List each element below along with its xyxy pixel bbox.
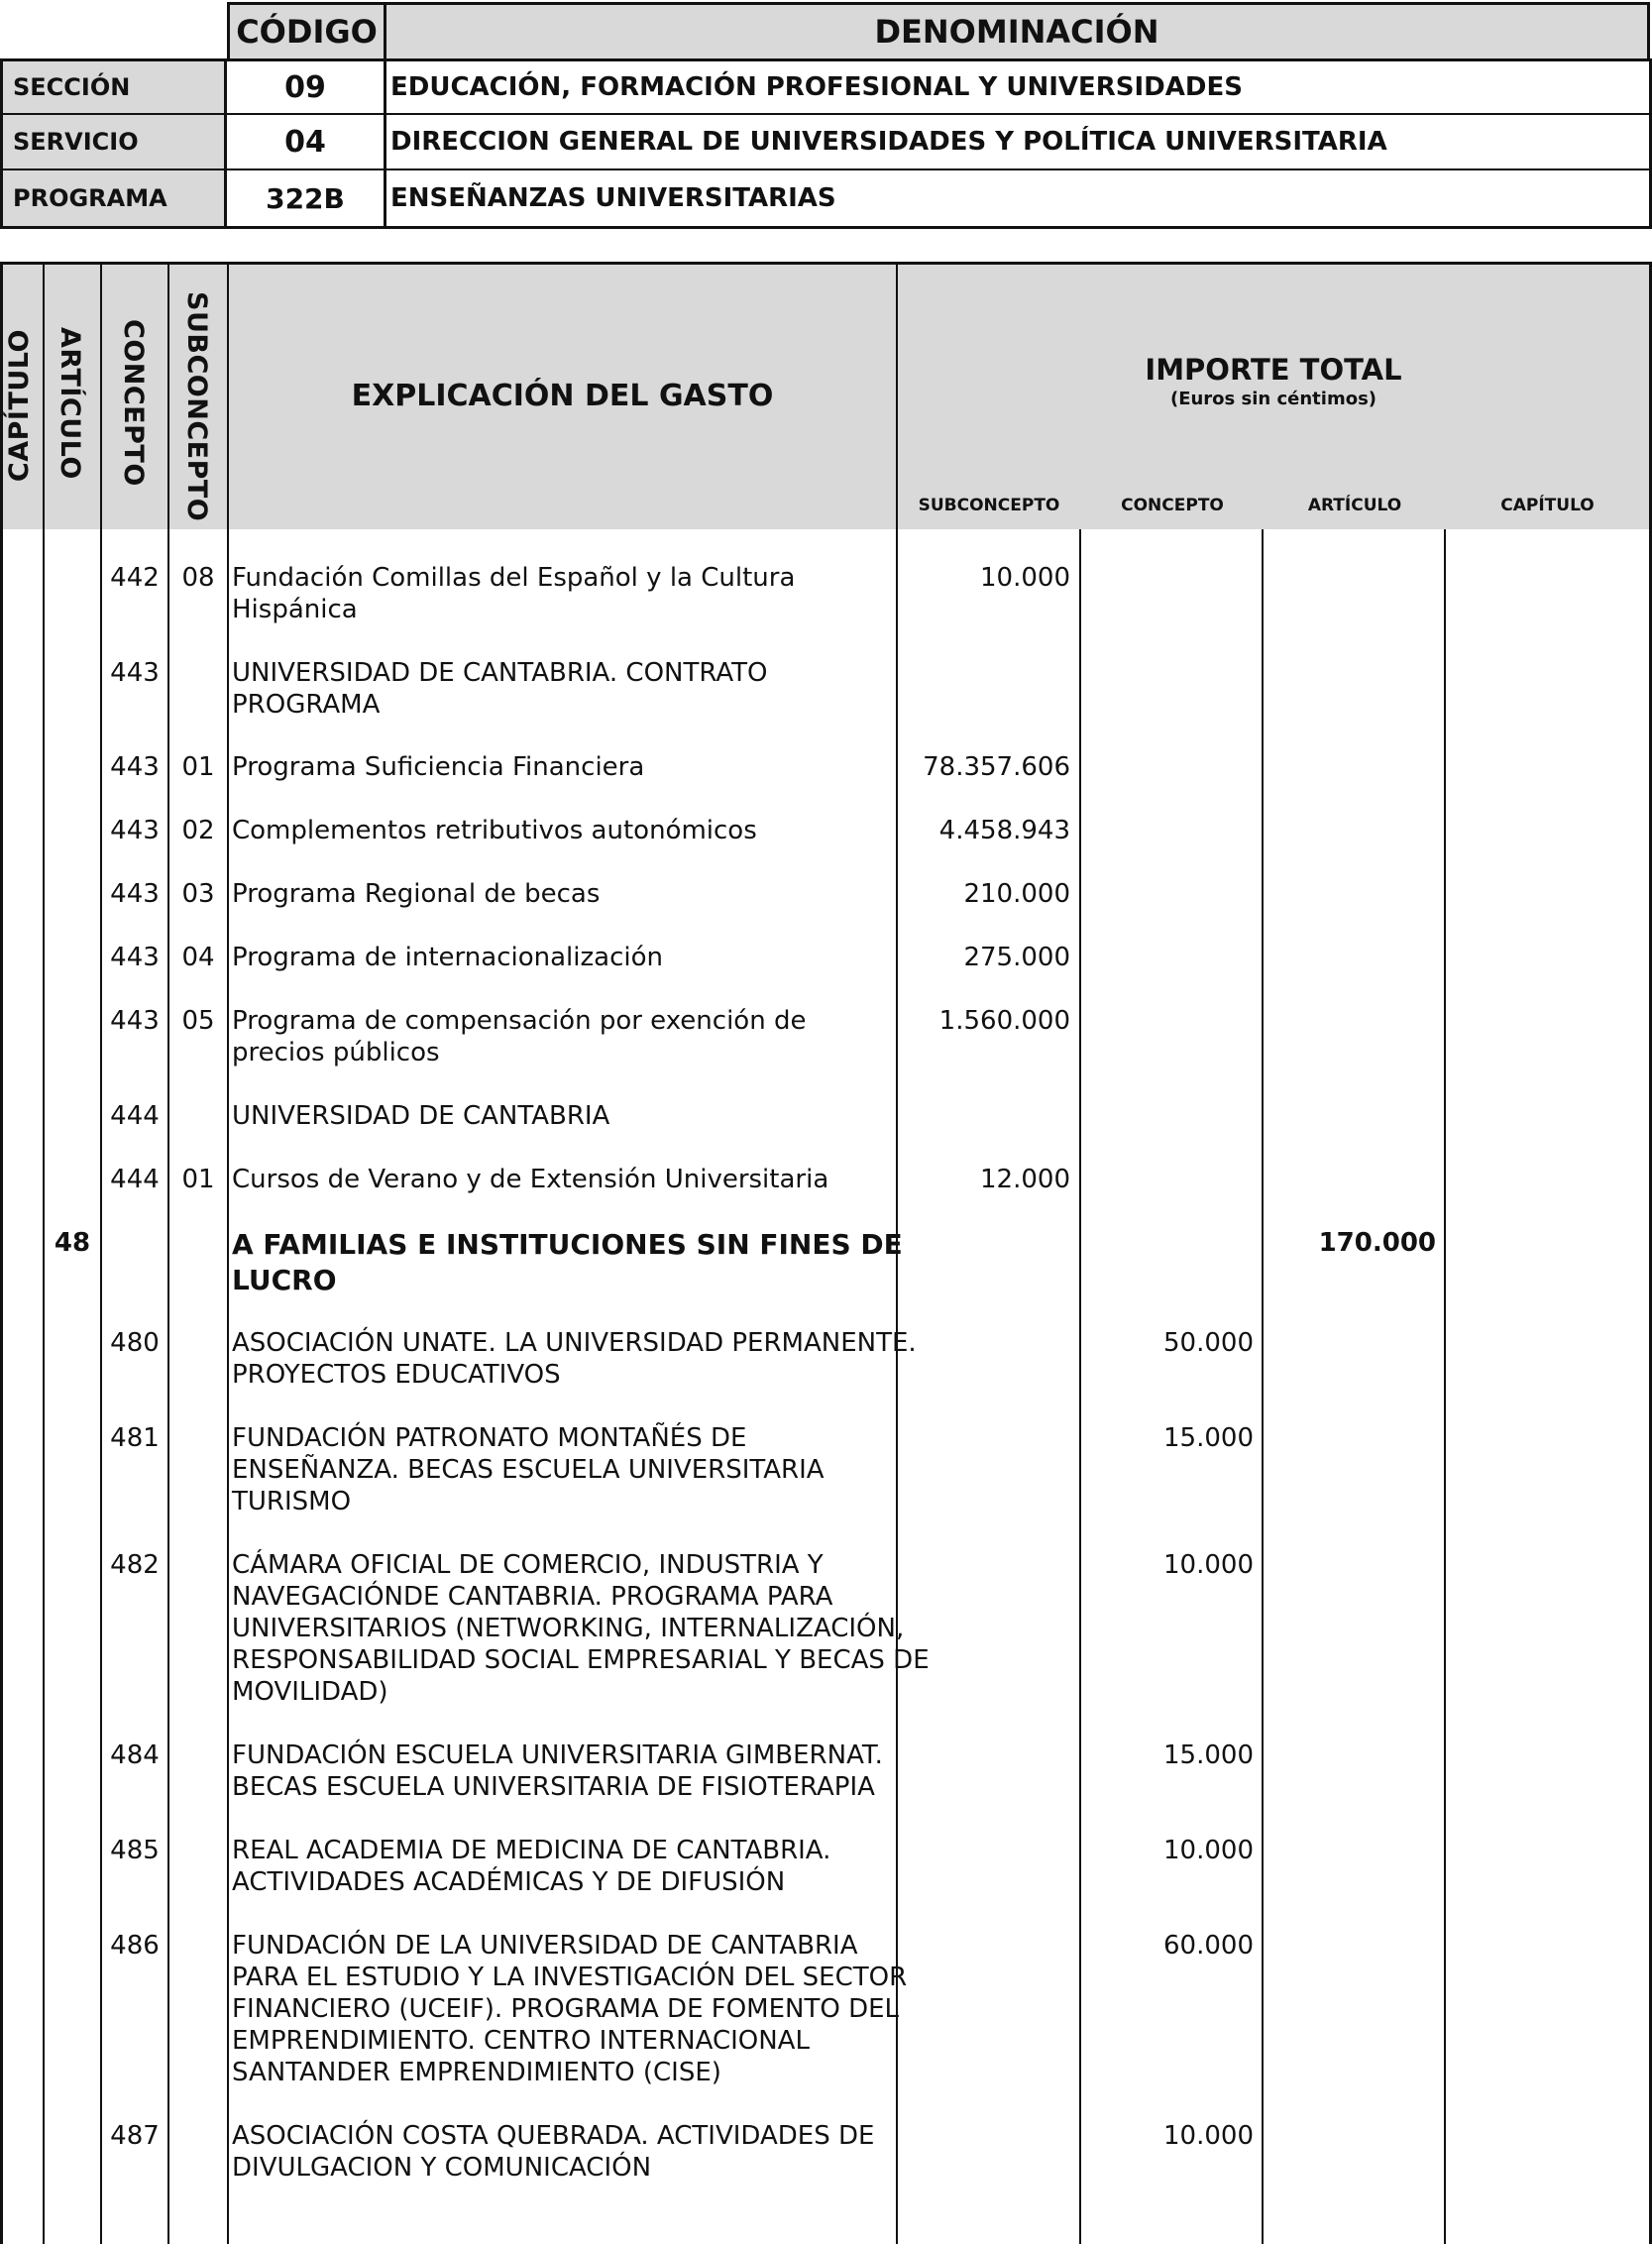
servicio-name: DIRECCION GENERAL DE UNIVERSIDADES Y POLÍTICA UNIVERSITARIA	[386, 115, 1649, 170]
amt-articulo-header: ARTÍCULO	[1307, 496, 1402, 515]
codigo-header	[227, 2, 386, 61]
gasto-description-line: precios públicos	[232, 1038, 440, 1067]
amount-concepto: 15.000	[1163, 1423, 1254, 1453]
concepto-code: 444	[110, 1165, 160, 1194]
gasto-description-line: SANTANDER EMPRENDIMIENTO (CISE)	[232, 2058, 721, 2087]
concepto-code: 444	[110, 1101, 160, 1131]
amount-subconcepto: 210.000	[963, 879, 1070, 909]
importe-total-subtitle: (Euros sin céntimos)	[1169, 389, 1377, 409]
amt-concepto-header: CONCEPTO	[1121, 496, 1224, 515]
gasto-description-line: Cursos de Verano y de Extensión Universitaria	[232, 1165, 829, 1194]
gasto-description-line: Programa de compensación por exención de	[232, 1006, 807, 1036]
gasto-description-line: FINANCIERO (UCEIF). PROGRAMA DE FOMENTO DEL	[232, 1994, 900, 2024]
denominacion-header	[384, 2, 1650, 61]
gasto-description-line: DIVULGACION Y COMUNICACIÓN	[232, 2153, 652, 2183]
concepto-code: 480	[110, 1328, 160, 1358]
budget-table	[0, 262, 1652, 2244]
gasto-description-line: NAVEGACIÓNDE CANTABRIA. PROGRAMA PARA	[232, 1582, 833, 1612]
concepto-code: 443	[110, 879, 160, 909]
subconcepto-code: 03	[181, 879, 215, 909]
gasto-description-line: RESPONSABILIDAD SOCIAL EMPRESARIAL Y BECAS DE	[232, 1645, 930, 1675]
col-explicacion-header: EXPLICACIÓN DEL GASTO	[351, 379, 774, 413]
subconcepto-code: 01	[181, 752, 215, 782]
gasto-description-line: UNIVERSITARIOS (NETWORKING, INTERNALIZACIÓN,	[232, 1614, 905, 1643]
gasto-description-line: ACTIVIDADES ACADÉMICAS Y DE DIFUSIÓN	[232, 1867, 786, 1897]
gasto-description-line: UNIVERSIDAD DE CANTABRIA. CONTRATO	[232, 658, 768, 688]
concepto-code: 481	[110, 1423, 160, 1453]
concepto-code: 486	[110, 1931, 160, 1961]
gasto-description-line: A FAMILIAS E INSTITUCIONES SIN FINES DE	[232, 1228, 903, 1261]
concepto-code: 485	[110, 1836, 160, 1865]
amount-concepto: 10.000	[1163, 1836, 1254, 1865]
gasto-description-line: PROYECTOS EDUCATIVOS	[232, 1360, 561, 1390]
col-capitulo-header: CAPÍTULO	[4, 329, 35, 483]
programa-label: PROGRAMA	[3, 170, 227, 226]
subconcepto-code: 01	[181, 1165, 215, 1194]
servicio-code: 04	[227, 115, 386, 170]
gasto-description-line: ENSEÑANZA. BECAS ESCUELA UNIVERSITARIA	[232, 1455, 825, 1485]
concepto-code: 443	[110, 752, 160, 782]
amount-concepto: 60.000	[1163, 1931, 1254, 1961]
amount-subconcepto: 275.000	[963, 943, 1070, 972]
col-articulo-header: ARTÍCULO	[55, 327, 85, 480]
gasto-description-line: FUNDACIÓN PATRONATO MONTAÑÉS DE	[232, 1423, 747, 1453]
denominacion-label: DENOMINACIÓN	[874, 13, 1159, 51]
seccion-name: EDUCACIÓN, FORMACIÓN PROFESIONAL Y UNIVERSIDADES	[386, 61, 1649, 115]
codigo-label: CÓDIGO	[236, 13, 378, 51]
concepto-code: 482	[110, 1550, 160, 1580]
seccion-code: 09	[227, 61, 386, 115]
amount-concepto: 10.000	[1163, 1550, 1254, 1580]
amount-subconcepto: 1.560.000	[938, 1006, 1070, 1036]
gasto-description-line: Programa Suficiencia Financiera	[232, 752, 645, 782]
col-subconcepto-header: SUBCONCEPTO	[181, 291, 212, 522]
concepto-code: 442	[110, 563, 160, 593]
gasto-description-line: BECAS ESCUELA UNIVERSITARIA DE FISIOTERAPIA	[232, 1772, 875, 1802]
concepto-code: 484	[110, 1740, 160, 1770]
gasto-description-line: FUNDACIÓN DE LA UNIVERSIDAD DE CANTABRIA	[232, 1931, 858, 1961]
amount-articulo: 170.000	[1318, 1228, 1436, 1258]
subconcepto-code: 02	[181, 816, 215, 845]
code-table	[0, 0, 1652, 230]
gasto-description-line: Hispánica	[232, 595, 358, 624]
amt-capitulo-header: CAPÍTULO	[1500, 496, 1595, 515]
amount-concepto: 50.000	[1163, 1328, 1254, 1358]
gasto-description-line: Programa de internacionalización	[232, 943, 663, 972]
amount-subconcepto: 10.000	[980, 563, 1070, 593]
amt-subconcepto-header: SUBCONCEPTO	[918, 496, 1060, 515]
amount-subconcepto: 78.357.606	[923, 752, 1070, 782]
gasto-description-line: ASOCIACIÓN COSTA QUEBRADA. ACTIVIDADES DE	[232, 2121, 875, 2151]
concepto-code: 443	[110, 658, 160, 688]
col-concepto-header: CONCEPTO	[118, 319, 149, 487]
concepto-code: 443	[110, 1006, 160, 1036]
subconcepto-code: 04	[181, 943, 215, 972]
gasto-description-line: TURISMO	[232, 1487, 352, 1516]
importe-total-title: IMPORTE TOTAL	[1145, 353, 1402, 387]
programa-name: ENSEÑANZAS UNIVERSITARIAS	[390, 183, 836, 213]
amount-subconcepto: 12.000	[980, 1165, 1070, 1194]
subconcepto-code: 05	[181, 1006, 215, 1036]
amount-subconcepto: 4.458.943	[938, 816, 1070, 845]
gasto-description-line: PROGRAMA	[232, 690, 381, 720]
seccion-label: SECCIÓN	[3, 61, 227, 115]
gasto-description-line: EMPRENDIMIENTO. CENTRO INTERNACIONAL	[232, 2026, 810, 2056]
gasto-description-line: REAL ACADEMIA DE MEDICINA DE CANTABRIA.	[232, 1836, 831, 1865]
gasto-description-line: ASOCIACIÓN UNATE. LA UNIVERSIDAD PERMANENTE.	[232, 1328, 917, 1358]
amount-concepto: 15.000	[1163, 1740, 1254, 1770]
articulo-code: 48	[54, 1228, 91, 1258]
gasto-description-line: PARA EL ESTUDIO Y LA INVESTIGACIÓN DEL SECTOR	[232, 1963, 908, 1992]
concepto-code: 487	[110, 2121, 160, 2151]
gasto-description-line: Complementos retributivos autonómicos	[232, 816, 757, 845]
concepto-code: 443	[110, 816, 160, 845]
gasto-description-line: UNIVERSIDAD DE CANTABRIA	[232, 1101, 610, 1131]
amount-concepto: 10.000	[1163, 2121, 1254, 2151]
gasto-description-line: LUCRO	[232, 1264, 337, 1296]
programa-code: 322B	[227, 170, 386, 226]
gasto-description-line: Programa Regional de becas	[232, 879, 601, 909]
servicio-label: SERVICIO	[3, 115, 227, 170]
gasto-description-line: CÁMARA OFICIAL DE COMERCIO, INDUSTRIA Y	[232, 1550, 824, 1580]
subconcepto-code: 08	[181, 563, 215, 593]
gasto-description-line: FUNDACIÓN ESCUELA UNIVERSITARIA GIMBERNAT.	[232, 1740, 883, 1770]
concepto-code: 443	[110, 943, 160, 972]
gasto-description-line: MOVILIDAD)	[232, 1677, 388, 1707]
gasto-description-line: Fundación Comillas del Español y la Cultura	[232, 563, 796, 593]
